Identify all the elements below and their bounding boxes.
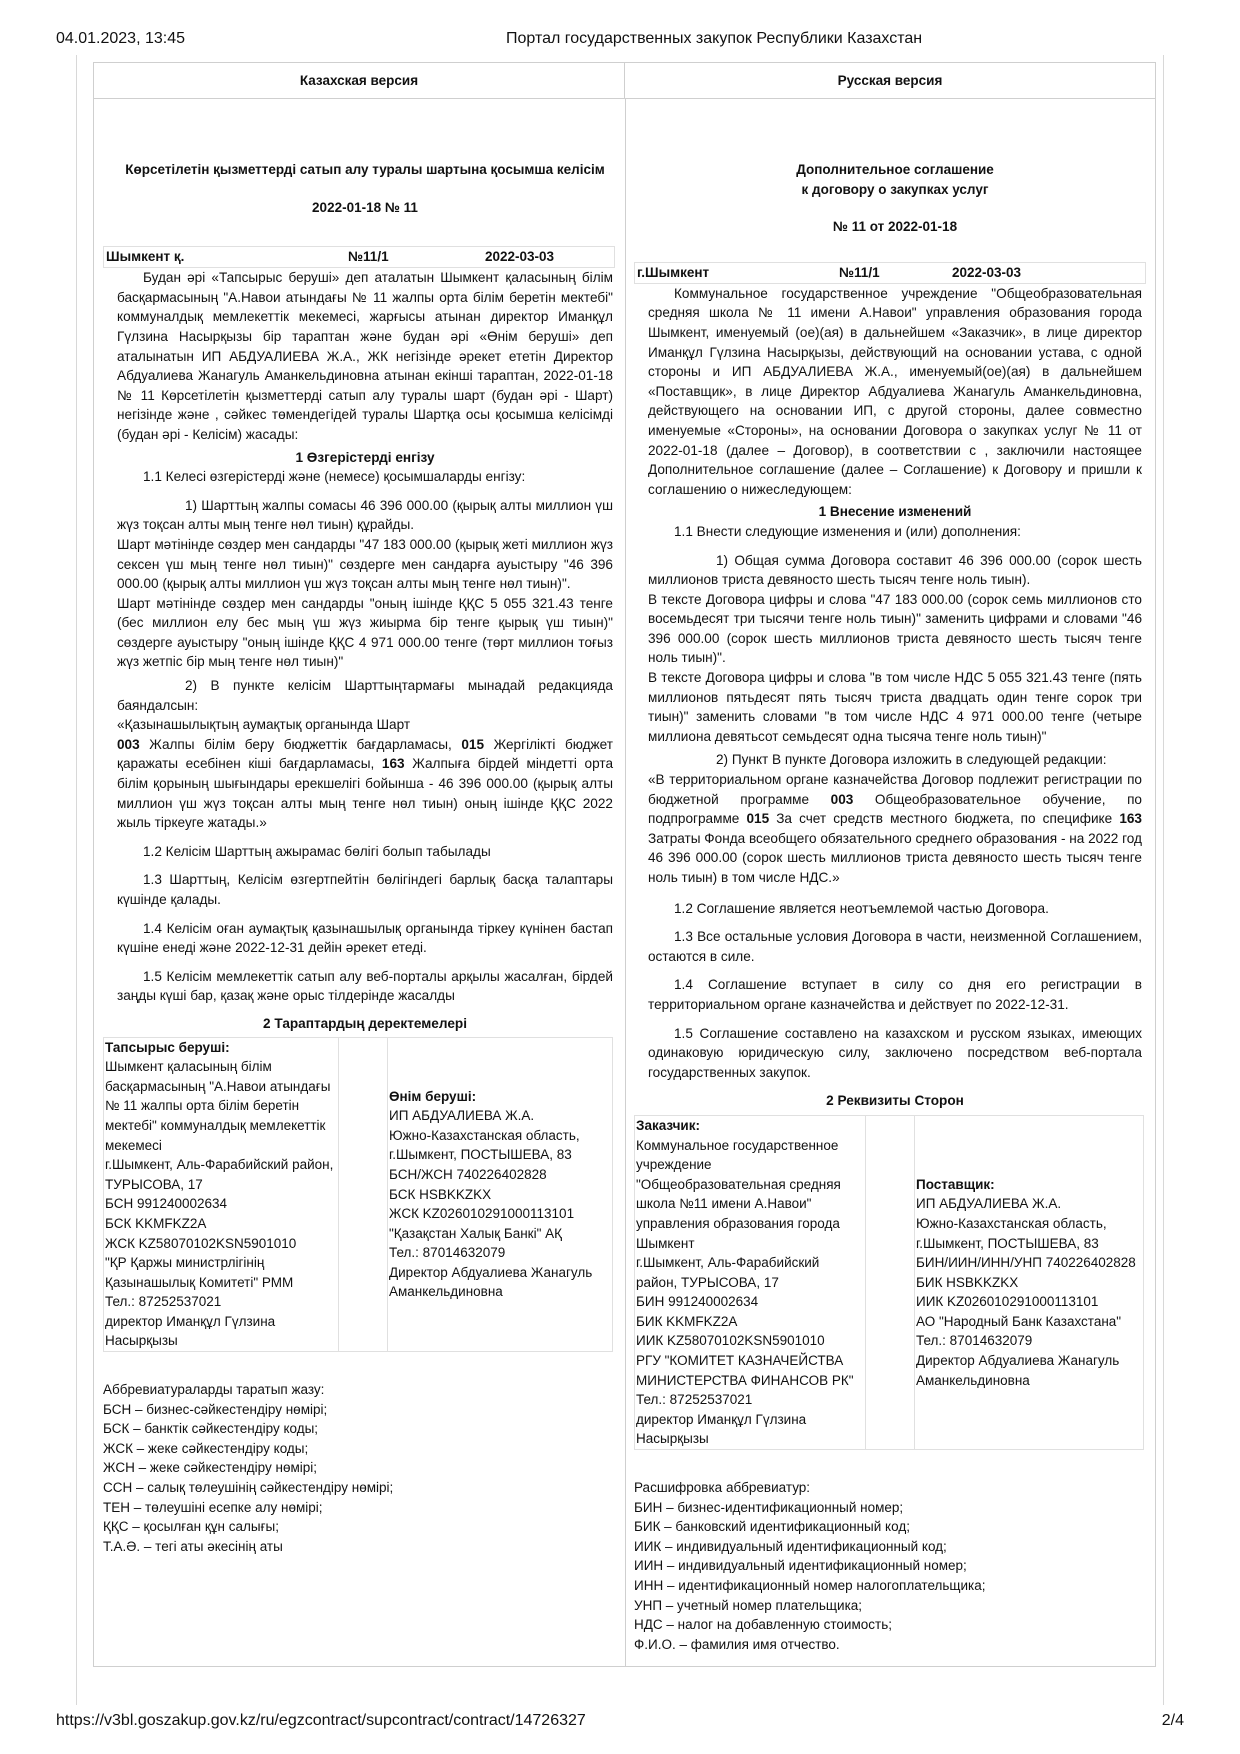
kz-code-163: 163 [381,756,405,772]
ru-customer-heading: Заказчик: [636,1117,700,1133]
kz-supplier-line: ЖСК KZ026010291000113101 [389,1206,575,1222]
kz-p1-5: 1.5 Келісім мемлекеттік сатып алу веб-порталы арқылы жасалған, бірдей заңды күші бар, қазақ және орыс тілдерінде жасалды [117,968,613,1004]
kz-abbr-item: ҚҚС – қосылған құн салығы; [103,1519,279,1535]
kz-supplier-line: БСК HSBKKZKX [389,1186,492,1202]
ru-abbr-item: БИК – банковский идентификационный код; [634,1519,910,1535]
kz-abbr-item: ТЕН – төлеушіні есепке алу нөмірі; [103,1499,323,1515]
kz-abbr-item: ССН – салық төлеушінің сәйкестендіру нөмірі; [103,1480,394,1496]
kz-customer-line: Шымкент қаласының білім басқармасының "А.Навои атындағы № 11 жалпы орта білім беретін мектебі" коммуналдық мемлекеттік мекемесі [105,1059,331,1153]
page-url: https://v3bl.goszakup.gov.kz/ru/egzcontract/supcontract/contract/14726327 [56,1712,586,1729]
ru-customer-line: БИК KKMFKZ2A [636,1313,738,1329]
ru-abbr-item: Ф.И.О. – фамилия имя отчество. [634,1636,840,1652]
kz-p1-1-2: 2) В пункте келісім Шарттыңтармағы мынадай редакцияда баяндалсын: [117,678,613,713]
portal-title: Портал государственных закупок Республики Казахстан [506,30,923,47]
ru-p1-4: 1.4 Соглашение вступает в силу со дня его регистрации в территориальном органе казначейства и действует по 2022-12-31. [648,977,1142,1012]
kz-abbr-item: Т.А.Ә. – тегі аты әкесінің аты [103,1538,283,1554]
page-edge-right [1163,55,1164,1705]
kz-meta-number: №11/1 [348,249,389,265]
ru-p1-1-2: 2) Пункт В пункте Договора изложить в следующей редакции: [716,752,1107,768]
ru-customer-cell [635,1115,866,1449]
ru-customer-line: БИН 991240002634 [636,1294,759,1310]
ru-supplier-heading: Поставщик: [916,1176,995,1192]
kz-quote [117,735,613,833]
kz-supplier-line: БСН/ЖСН 740226402828 [389,1166,547,1182]
ru-supplier-line: ИИК KZ026010291000113101 [916,1294,1099,1310]
ru-spacer-cell [866,1115,915,1449]
kz-supplier-line: "Қазақстан Халық Банкі" АҚ [389,1225,563,1241]
ru-abbr-title: Расшифровка аббревиатур: [634,1480,811,1496]
kz-supplier-line: Директор Абдуалиева Жанагуль Аманкельдиновна [389,1264,593,1300]
ru-abbreviations [634,1478,1142,1654]
kz-spacer-cell [339,1037,388,1352]
kz-quote-line1: «Қазынашылықтың аумақтық органында Шарт [117,717,411,733]
kz-p1-1-1c: Шарт мәтінінде сөздер мен сандарды "оның ішінде ҚҚС 5 055 321.43 тенге (бес миллион елу бес мың үш жүз жиырма бір тенге қырық үш тиын)" сөздерге ауыстыру "оның ішінде ҚҚС 4 971 000.00 тенге (төрт миллион тоғыз жүз жетпіс бір мың тенге нөл тиын)" [117,595,613,670]
ru-meta-row [634,262,1146,284]
ru-customer-line: РГУ "КОМИТЕТ КАЗНАЧЕЙСТВА МИНИСТЕРСТВА ФИНАНСОВ РК" [636,1353,854,1388]
ru-supplier-line: Директор Абдуалиева Жанагуль Аманкельдиновна [916,1353,1120,1388]
kazakh-column [103,160,614,1556]
kz-meta-city: Шымкент қ. [106,249,185,265]
kz-supplier-line: Тел.: 87014632079 [389,1245,506,1261]
column-divider [625,99,626,1666]
kz-abbr-item: БСН – бизнес-сәйкестендіру нөмірі; [103,1401,328,1417]
ru-abbr-item: ИИК – индивидуальный идентификационный код; [634,1538,947,1554]
kz-customer-line: директор Иманқұл Гүлзина Насырқызы [105,1313,276,1349]
ru-customer-line: директор Иманқұл Гүлзина Насырқызы [636,1411,807,1447]
ru-abbr-item: ИНН – идентификационный номер налогоплательщика; [634,1578,986,1593]
ru-p1-1: 1.1 Внести следующие изменения и (или) дополнения: [674,523,1021,539]
ru-title: Дополнительное соглашение [796,162,994,177]
ru-code-163: 163 [1119,811,1142,827]
kazakh-version-header: Казахская версия [94,63,625,99]
kz-customer-line: г.Шымкент, Аль-Фарабийский район, ТУРЫСОВА, 17 [105,1157,334,1192]
kz-abbr-item: ЖСН – жеке сәйкестендіру нөмірі; [103,1460,318,1476]
ru-p1-3: 1.3 Все остальные условия Договора в части, неизменной Соглашением, остаются в силе. [648,929,1142,964]
ru-meta-date: 2022-03-03 [952,264,1022,280]
ru-p1-1-1c: В тексте Договора цифры и слова "в том числе НДС 5 055 321.43 тенге (пять миллионов пятьдесят пять тысяч триста двадцать один тенге сорок три тиын)" заменить словами "в том числе НДС 4 971 000.00 тенге (четыре миллиона девятьсот семьдесят одна тысяча тенге ноль тиын)" [648,670,1142,744]
kz-title-block [117,160,613,217]
kz-customer-line: Тел.: 87252537021 [105,1294,222,1310]
kz-customer-cell [104,1037,339,1352]
ru-quote-t2: За счет средств местного бюджета, по специфике [769,811,1120,827]
kz-section-2-title: 2 Тараптардың деректемелері [263,1015,467,1031]
ru-quote-t3: Затраты Фонда всеобщего обязательного среднего образования - на 2022 год 46 396 000.00 (сорок шесть миллионов триста девяносто шесть тысяч тенге ноль тиын) в том числе НДС.» [648,830,1142,885]
kz-abbr-item: БСК – банктік сәйкестендіру коды; [103,1421,319,1437]
kz-supplier-line: Южно-Казахстанская область, г.Шымкент, ПОСТЫШЕВА, 83 [389,1127,580,1163]
ru-preamble: Коммунальное государственное учреждение "Общеобразовательная средняя школа № 11 имени А.Навои" управления образования города Шымкент, именуемый (ое)(ая) в дальнейшем «Заказчик», в лице директор Иманқұл Гүлзина Насырқызы, действующий на основании устава, с одной стороны и ИП АБДУАЛИЕВА Ж.А., именуемый(ое)(ая) в дальнейшем «Поставщик», в лице Директор Абдуалиева Жанагуль Аманкельдиновна, действующего на основании ИП, с другой стороны, далее совместно именуемые «Стороны», на основании Договора о закупках услуг № 11 от 2022-01-18 (далее – Договор), в соответствии с , заключили настоящее Дополнительное соглашение (далее – Соглашение) к Договору и пришли к соглашению о нижеследующем: [648,285,1142,497]
kz-supplier-line: ИП АБДУАЛИЕВА Ж.А. [389,1108,535,1124]
ru-quote-t0: «В территориальном органе казначейства Договор подлежит регистрации по бюджетной программе [648,772,1142,807]
ru-abbr-item: УНП – учетный номер плательщика; [634,1597,863,1613]
ru-abbr-item: НДС – налог на добавленную стоимость; [634,1617,892,1633]
ru-p1-5: 1.5 Соглашение составлено на казахском и русском языках, имеющих одинаковую юридическую силу, заключено посредством веб-портала государственных закупок. [648,1025,1142,1080]
kz-customer-line: БСН 991240002634 [105,1196,228,1212]
ru-meta-number: №11/1 [839,264,880,280]
kz-section-1-title: 1 Өзгерістерді енгізу [295,449,435,465]
ru-p1-1-1b: В тексте Договора цифры и слова "47 183 000.00 (сорок семь миллионов сто восемьдесят три тысячи тенге ноль тиын)" заменить цифрами и словами "46 396 000.00 (сорок шесть миллионов триста девяносто шесть тысяч тенге ноль тиын)". [648,591,1142,666]
kz-subtitle: 2022-01-18 № 11 [312,199,418,215]
kz-requisites-table [103,1037,613,1353]
kz-code-003: 003 [117,736,140,752]
ru-abbr-item: ИИН – индивидуальный идентификационный номер; [634,1558,967,1574]
kz-p1-1-1b: Шарт мәтінінде сөздер мен сандарды "47 183 000.00 (қырық жеті миллион жүз сексен үш мың тенге нөл тиын)" сөздерге мен сандарға ауыстыру "46 396 000.00 (қырық алты миллион үш жүз тоқсан алты мың тенге нөл тиын)". [117,536,613,592]
ru-requisites-table [634,1115,1144,1450]
ru-p1-1-1: 1) Общая сумма Договора составит 46 396 000.00 (сорок шесть миллионов триста девяносто шесть тысяч тенге ноль тиын). [648,552,1142,588]
ru-customer-line: г.Шымкент, Аль-Фарабийский район, ТУРЫСОВА, 17 [636,1255,820,1290]
ru-customer-line: ИИК KZ58070102KSN5901010 [636,1333,825,1349]
ru-section-2-title: 2 Реквизиты Сторон [826,1093,964,1109]
kz-abbr-title: Аббревиатураларды таратып жазу: [103,1382,325,1398]
russian-version-header: Русская версия [625,63,1155,99]
kz-quote-t2: Жергілікті бюджет қаражаты есебінен кіші бағдарламасы, [117,736,613,772]
kz-customer-line: "ҚР Қаржы министрлігінің Қазынашылық Комитеті" РММ [105,1255,294,1290]
kz-customer-line: БСК KKMFKZ2A [105,1215,207,1231]
kz-code-015: 015 [461,736,485,752]
ru-customer-line: Коммунальное государственное учреждение "Общеобразовательная средняя школа №11 имени А.Навои" управления образования города Шымкент [636,1137,841,1251]
kz-preamble: Будан әрі «Тапсырыс беруші» деп аталатын Шымкент қаласының білім басқармасының "А.Навои атындағы № 11 жалпы орта білім беретін мектебі" коммуналдық мемлекеттік мекемесі, жарғысы атынан директор Иманқұл Гүлзина Насырқызы бір тараптан және будан әрі «Өнім беруші» деп аталынатын ИП АБДУАЛИЕВА Ж.А., ЖК негізінде әрекет ететін Директор Абдуалиева Жанагуль Аманкельдиновна атынан екінші тарaптан, 2022-01-18 № 11 Көрсетілетін қызметтерді сатып алу туралы шарт (будан әрі - Шарт) негізінде және , сәйкес төмендегідей туралы Шартқа осы қосымша келісімді (будан әрі - Келісім) жасады: [117,270,613,442]
kz-meta-row [103,246,615,268]
kz-title: Көрсетілетін қызметтерді сатып алу туралы шартына қосымша келісім [125,162,605,177]
kz-p1-1: 1.1 Келесі өзгерістерді және (немесе) қосымшаларды енгізу: [143,469,526,485]
print-header [56,30,1184,54]
kz-quote-t1: Жалпы білім беру бюджеттік бағдарламасы, [139,736,462,752]
page-edge-left [76,55,77,1705]
ru-supplier-line: Тел.: 87014632079 [916,1333,1033,1349]
kz-p1-3: 1.3 Шарттың, Келісім өзгертпейтін бөлігіндегі барлық басқа талаптары күшінде қалады. [117,872,613,907]
ru-abbr-item: БИН – бизнес-идентификационный номер; [634,1499,904,1515]
kz-abbr-item: ЖСК – жеке сәйкестендіру коды; [103,1440,309,1456]
kz-p1-4: 1.4 Келісім оған аумақтық қазынашылық органында тіркеу күнінен бастап күшіне енеді және 2022-12-31 дейін әрекет етеді. [117,920,613,956]
ru-meta-city: г.Шымкент [637,264,710,280]
russian-column [634,160,1142,1654]
ru-quote-t1: Общеобразовательное обучение, по подпрограмме [648,791,1142,827]
ru-title-line2: к договору о закупках услуг [801,181,989,197]
ru-supplier-line: ИП АБДУАЛИЕВА Ж.А. [916,1196,1062,1212]
kz-supplier-heading: Өнім беруші: [389,1088,477,1104]
kz-meta-date: 2022-03-03 [485,249,555,265]
print-datetime: 04.01.2023, 13:45 [56,30,186,47]
kz-p1-1-1: 1) Шарттың жалпы сомасы 46 396 000.00 (қырық алты миллион үш жүз тоқсан алты мың тенге нөл тиын) құрайды. [117,497,613,533]
ru-title-block [648,160,1142,237]
ru-quote [648,770,1142,888]
ru-subtitle: № 11 от 2022-01-18 [832,219,958,235]
kz-customer-line: ЖСК KZ58070102KSN5901010 [105,1235,297,1251]
kz-p1-2: 1.2 Келісім Шарттың ажырамас бөлігі болып табылады [143,843,491,859]
page-number: 2/4 [1161,1712,1184,1729]
ru-section-1-title: 1 Внесение изменений [818,504,972,520]
kz-supplier-cell [388,1037,613,1352]
ru-supplier-line: АО "Народный Банк Казахстана" [916,1313,1122,1329]
kz-customer-heading: Тапсырыс беруші: [105,1039,230,1055]
ru-customer-line: Тел.: 87252537021 [636,1392,753,1408]
ru-supplier-line: БИК HSBKKZKX [916,1274,1019,1290]
kz-quote-t3: Жалпыға бірдей міндетті орта білім қорының шығындары ерекшелігі бойынша - 46 396 000.00 (қырық алты миллион үш жүз тоқсан алты мың тенге нөл тиын) оның ішінде ҚҚС 2022 жыль тіркеуге жатады.» [117,756,614,831]
kz-abbreviations [103,1380,613,1556]
ru-supplier-cell [915,1115,1144,1449]
ru-code-003: 003 [830,791,854,807]
ru-code-015: 015 [746,811,770,827]
ru-supplier-line: Южно-Казахстанская область, г.Шымкент, ПОСТЫШЕВА, 83 [916,1215,1107,1251]
ru-supplier-line: БИН/ИИН/ИНН/УНП 740226402828 [916,1255,1136,1271]
print-footer [56,1712,1184,1736]
ru-p1-2: 1.2 Соглашение является неотъемлемой частью Договора. [674,900,1049,916]
